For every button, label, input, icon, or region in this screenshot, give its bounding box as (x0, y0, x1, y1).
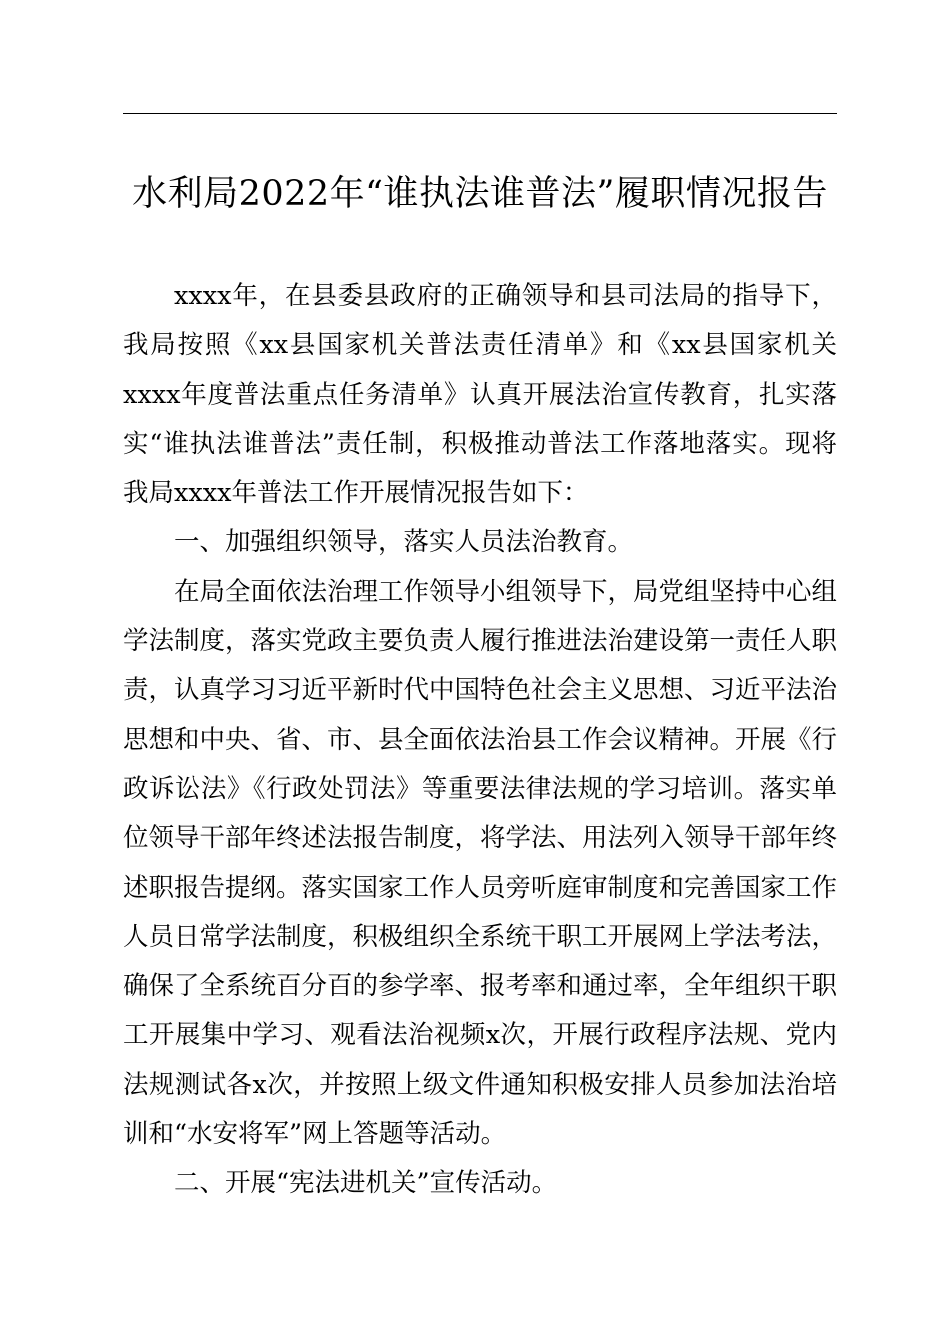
paragraph-intro: xxxx年，在县委县政府的正确领导和县司法局的指导下，我局按照《xx县国家机关普法责任清单》和《xx县国家机关xxxx年度普法重点任务清单》认真开展法治宣传教育，扎实落实“谁执法谁普法”责任制，积极推动普法工作落地落实。现将我局xxxx年普法工作开展情况报告如下： (123, 281, 837, 509)
section-heading-1: 一、加强组织领导，落实人员法治教育。 (174, 527, 634, 558)
paragraph-section-1: 在局全面依法治理工作领导小组领导下，局党组坚持中心组学法制度，落实党政主要负责人履行推进法治建设第一责任人职责，认真学习习近平新时代中国特色社会主义思想、习近平法治思想和中央、省、市、县全面依法治县工作会议精神。开展《行政诉讼法》《行政处罚法》等重要法律法规的学习培训。落实单位领导干部年终述法报告制度，将学法、用法列入领导干部年终述职报告提纲。落实国家工作人员旁听庭审制度和完善国家工作人员日常学法制度，积极组织全系统干职工开展网上学法考法，确保了全系统百分百的参学率、报考率和通过率，全年组织干职工开展集中学习、观看法治视频x次，开展行政程序法规、党内法规测试各x次，并按照上级文件通知积极安排人员参加法治培训和“水安将军”网上答题等活动。 (123, 576, 838, 1150)
document-title: 水利局2022年“谁执法谁普法”履职情况报告 (132, 174, 828, 214)
section-heading-2: 二、开展“宪法进机关”宣传活动。 (174, 1168, 558, 1199)
header-rule (123, 113, 837, 114)
document-body (123, 272, 837, 1209)
